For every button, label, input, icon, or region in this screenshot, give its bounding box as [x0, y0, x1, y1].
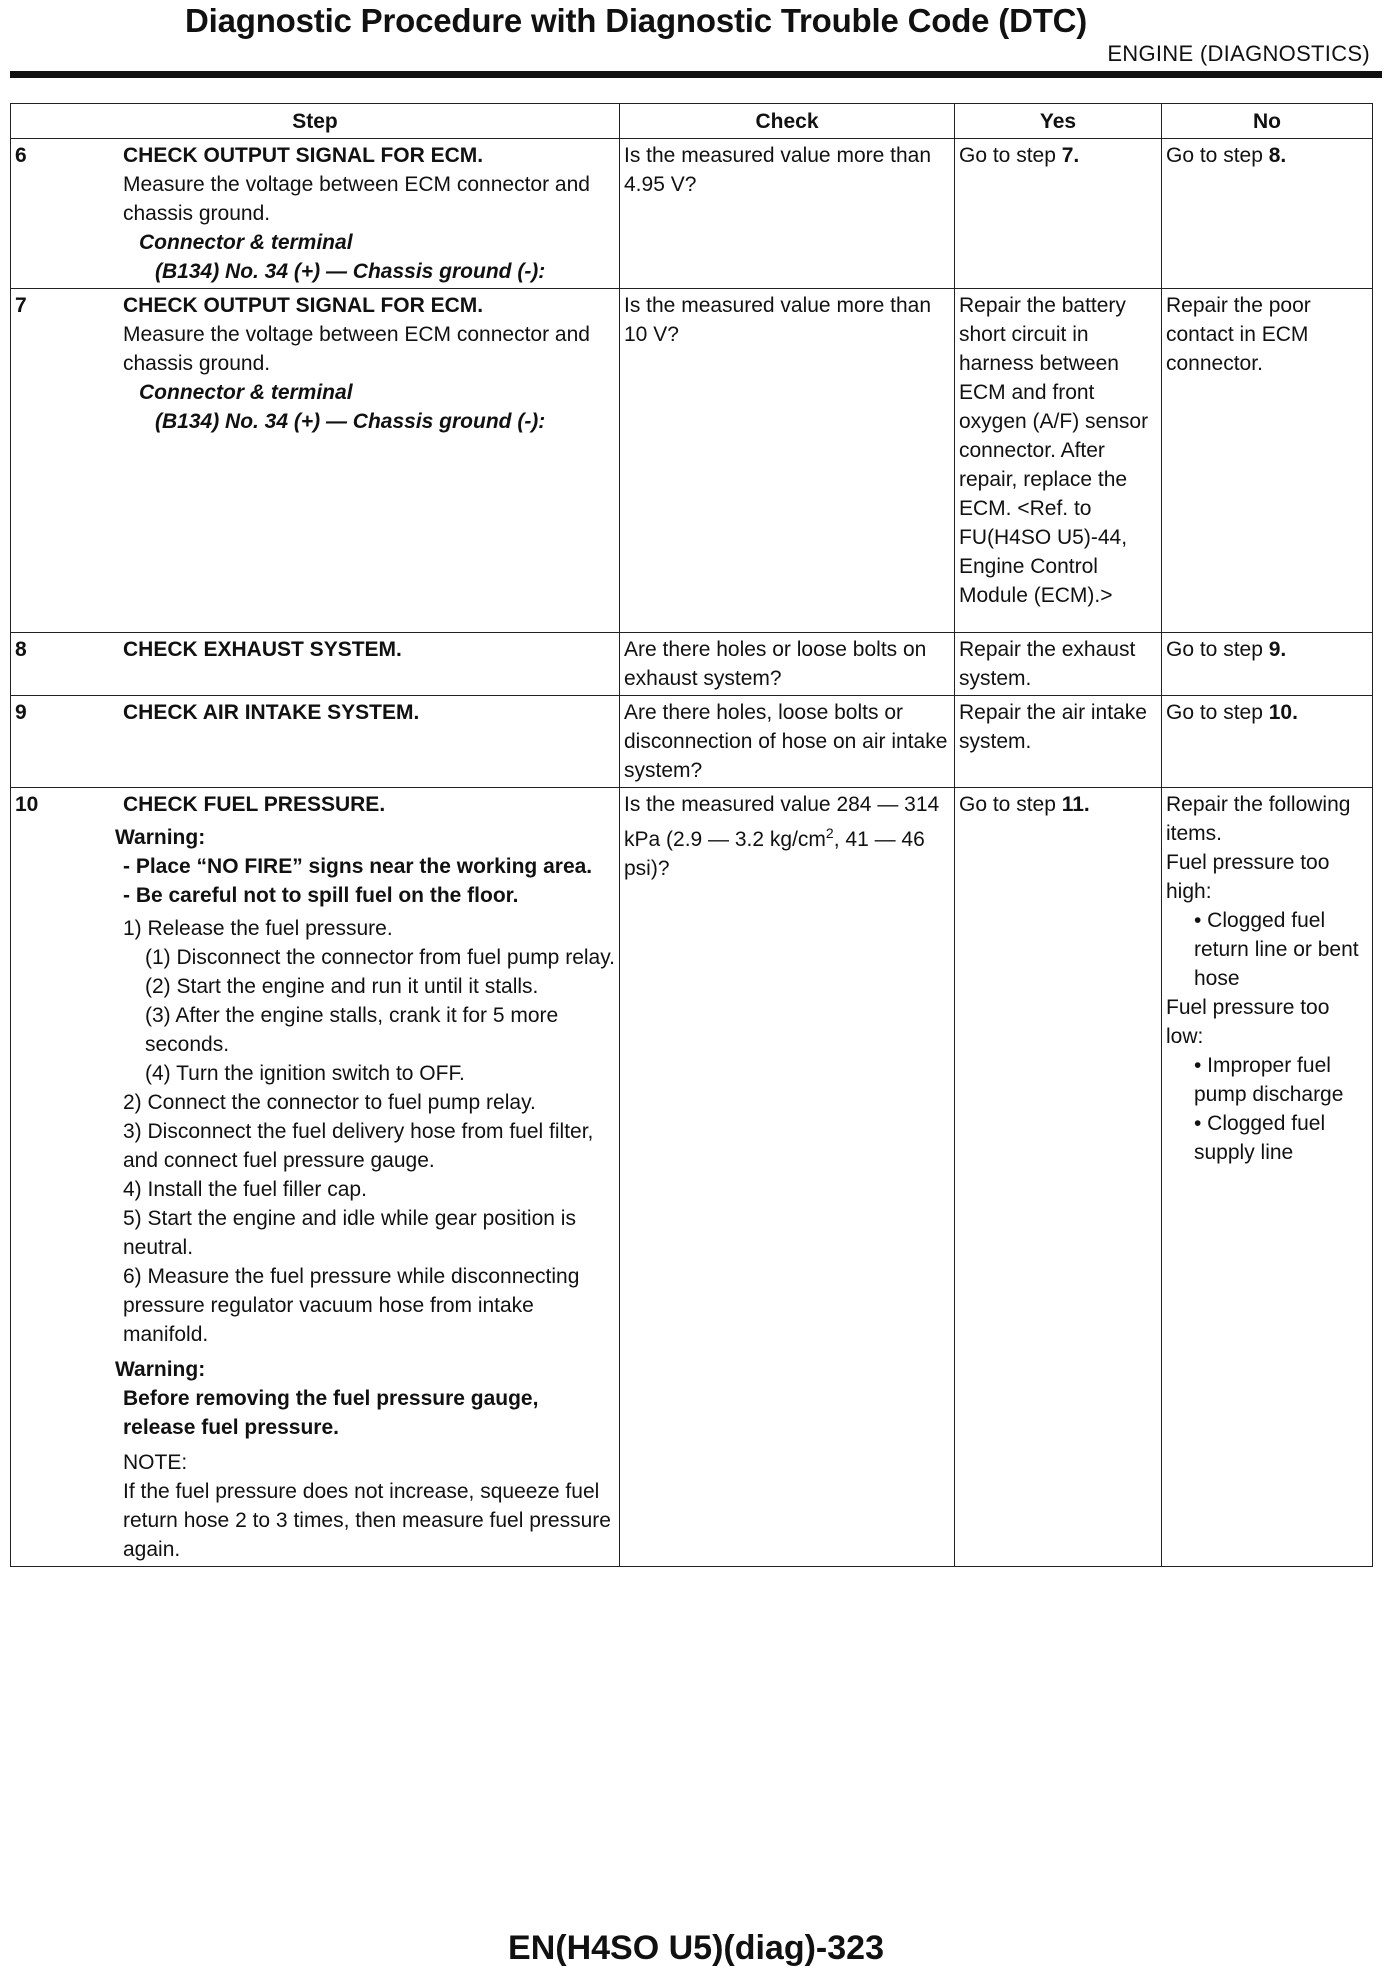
procedure-step: 2) Connect the connector to fuel pump relay.: [123, 1091, 536, 1114]
check-text-b: , 41 — 46 psi)?: [624, 828, 925, 880]
step-heading: CHECK FUEL PRESSURE.: [123, 793, 386, 816]
step-body: Measure the voltage between ECM connector and chassis ground.: [123, 323, 590, 375]
step-number: 10: [15, 793, 39, 816]
no-high-title: Fuel pressure too high:: [1166, 851, 1330, 903]
yes-step-ref: 7.: [1061, 144, 1080, 167]
no-cell: Repair the poor contact in ECM connector.: [1162, 289, 1373, 633]
no-low-item: • Improper fuel pump discharge: [1194, 1054, 1344, 1106]
step-heading: CHECK EXHAUST SYSTEM.: [123, 638, 402, 661]
yes-step-ref: 11.: [1061, 793, 1090, 816]
check-superscript: 2: [825, 825, 834, 841]
column-header-no: No: [1162, 104, 1373, 139]
yes-prefix: Go to step: [959, 144, 1056, 167]
table-row: [11, 289, 1373, 633]
step-heading: CHECK OUTPUT SIGNAL FOR ECM.: [123, 144, 484, 167]
no-cell: [1162, 139, 1373, 289]
step-cell: [11, 788, 620, 1567]
yes-cell: Repair the exhaust system.: [955, 633, 1162, 696]
procedure-step: 6) Measure the fuel pressure while disconnecting pressure regulator vacuum hose from intake manifold.: [123, 1265, 580, 1346]
no-step-ref: 8.: [1268, 144, 1287, 167]
warning-item: - Place “NO FIRE” signs near the working area.: [123, 855, 593, 878]
no-high-item: • Clogged fuel return line or bent hose: [1194, 909, 1359, 990]
no-cell: [1162, 696, 1373, 788]
connector-value: (B134) No. 34 (+) — Chassis ground (-):: [155, 260, 546, 283]
table-row: [11, 696, 1373, 788]
procedure-step: 3) Disconnect the fuel delivery hose from fuel filter, and connect fuel pressure gauge.: [123, 1120, 594, 1172]
check-cell: Are there holes, loose bolts or disconnection of hose on air intake system?: [620, 696, 955, 788]
table-row: [11, 633, 1373, 696]
table-row: [11, 139, 1373, 289]
header-rule: [10, 71, 1382, 78]
no-prefix: Go to step: [1166, 144, 1263, 167]
no-prefix: Go to step: [1166, 638, 1263, 661]
dtc-procedure-table: [10, 103, 1373, 1567]
warning-title: Warning:: [115, 1358, 206, 1381]
step-heading: CHECK OUTPUT SIGNAL FOR ECM.: [123, 294, 484, 317]
step-cell: [11, 289, 620, 633]
check-text-a: Is the measured value 284 — 314 kPa (2.9 — 3.2 kg/cm: [624, 793, 940, 851]
procedure-substep: (2) Start the engine and run it until it stalls.: [145, 975, 539, 998]
no-step-ref: 9.: [1268, 638, 1287, 661]
yes-cell: Repair the battery short circuit in harness between ECM and front oxygen (A/F) sensor connector. After repair, replace the ECM. <Ref. to FU(H4SO U5)-44, Engine Control Module (ECM).>: [955, 289, 1162, 633]
procedure-substep: (3) After the engine stalls, crank it for 5 more seconds.: [145, 1004, 559, 1056]
yes-prefix: Go to step: [959, 793, 1056, 816]
connector-label: Connector & terminal: [139, 231, 353, 254]
table-row: [11, 788, 1373, 1567]
step-cell: [11, 696, 620, 788]
check-cell: Is the measured value more than 4.95 V?: [620, 139, 955, 289]
step-number: 6: [15, 144, 27, 167]
warning-title: Warning:: [115, 826, 206, 849]
no-prefix: Go to step: [1166, 701, 1263, 724]
note-text: If the fuel pressure does not increase, squeeze fuel return hose 2 to 3 times, then measure fuel pressure again.: [123, 1480, 611, 1561]
procedure-step: 4) Install the fuel filler cap.: [123, 1178, 367, 1201]
column-header-check: Check: [620, 104, 955, 139]
check-cell: Is the measured value more than 10 V?: [620, 289, 955, 633]
step-cell: [11, 633, 620, 696]
step-cell: [11, 139, 620, 289]
check-cell: [620, 788, 955, 1567]
no-cell: [1162, 788, 1373, 1567]
column-header-yes: Yes: [955, 104, 1162, 139]
page-title: Diagnostic Procedure with Diagnostic Trouble Code (DTC): [185, 2, 1088, 39]
no-low-title: Fuel pressure too low:: [1166, 996, 1330, 1048]
no-cell: [1162, 633, 1373, 696]
step-number: 9: [15, 701, 27, 724]
no-step-ref: 10.: [1268, 701, 1298, 724]
column-header-step: Step: [11, 104, 620, 139]
step-body: Measure the voltage between ECM connector and chassis ground.: [123, 173, 590, 225]
procedure-substep: (1) Disconnect the connector from fuel pump relay.: [145, 946, 615, 969]
no-low-item: • Clogged fuel supply line: [1194, 1112, 1326, 1164]
no-intro: Repair the following items.: [1166, 793, 1351, 845]
step-number: 8: [15, 638, 27, 661]
yes-cell: [955, 788, 1162, 1567]
warning-text: Before removing the fuel pressure gauge, release fuel pressure.: [123, 1387, 539, 1439]
step-heading: CHECK AIR INTAKE SYSTEM.: [123, 701, 420, 724]
procedure-substep: (4) Turn the ignition switch to OFF.: [145, 1062, 465, 1085]
connector-label: Connector & terminal: [139, 381, 353, 404]
yes-cell: [955, 139, 1162, 289]
note-title: NOTE:: [123, 1451, 188, 1474]
connector-value: (B134) No. 34 (+) — Chassis ground (-):: [155, 410, 546, 433]
check-cell: Are there holes or loose bolts on exhaust system?: [620, 633, 955, 696]
yes-cell: Repair the air intake system.: [955, 696, 1162, 788]
step-number: 7: [15, 294, 27, 317]
procedure-step: 1) Release the fuel pressure.: [123, 917, 393, 940]
procedure-step: 5) Start the engine and idle while gear position is neutral.: [123, 1207, 576, 1259]
section-subtitle: ENGINE (DIAGNOSTICS): [1107, 41, 1370, 66]
page-footer-id: EN(H4SO U5)(diag)-323: [508, 1929, 884, 1967]
table-header-row: [11, 104, 1373, 139]
warning-item: - Be careful not to spill fuel on the floor.: [123, 884, 519, 907]
